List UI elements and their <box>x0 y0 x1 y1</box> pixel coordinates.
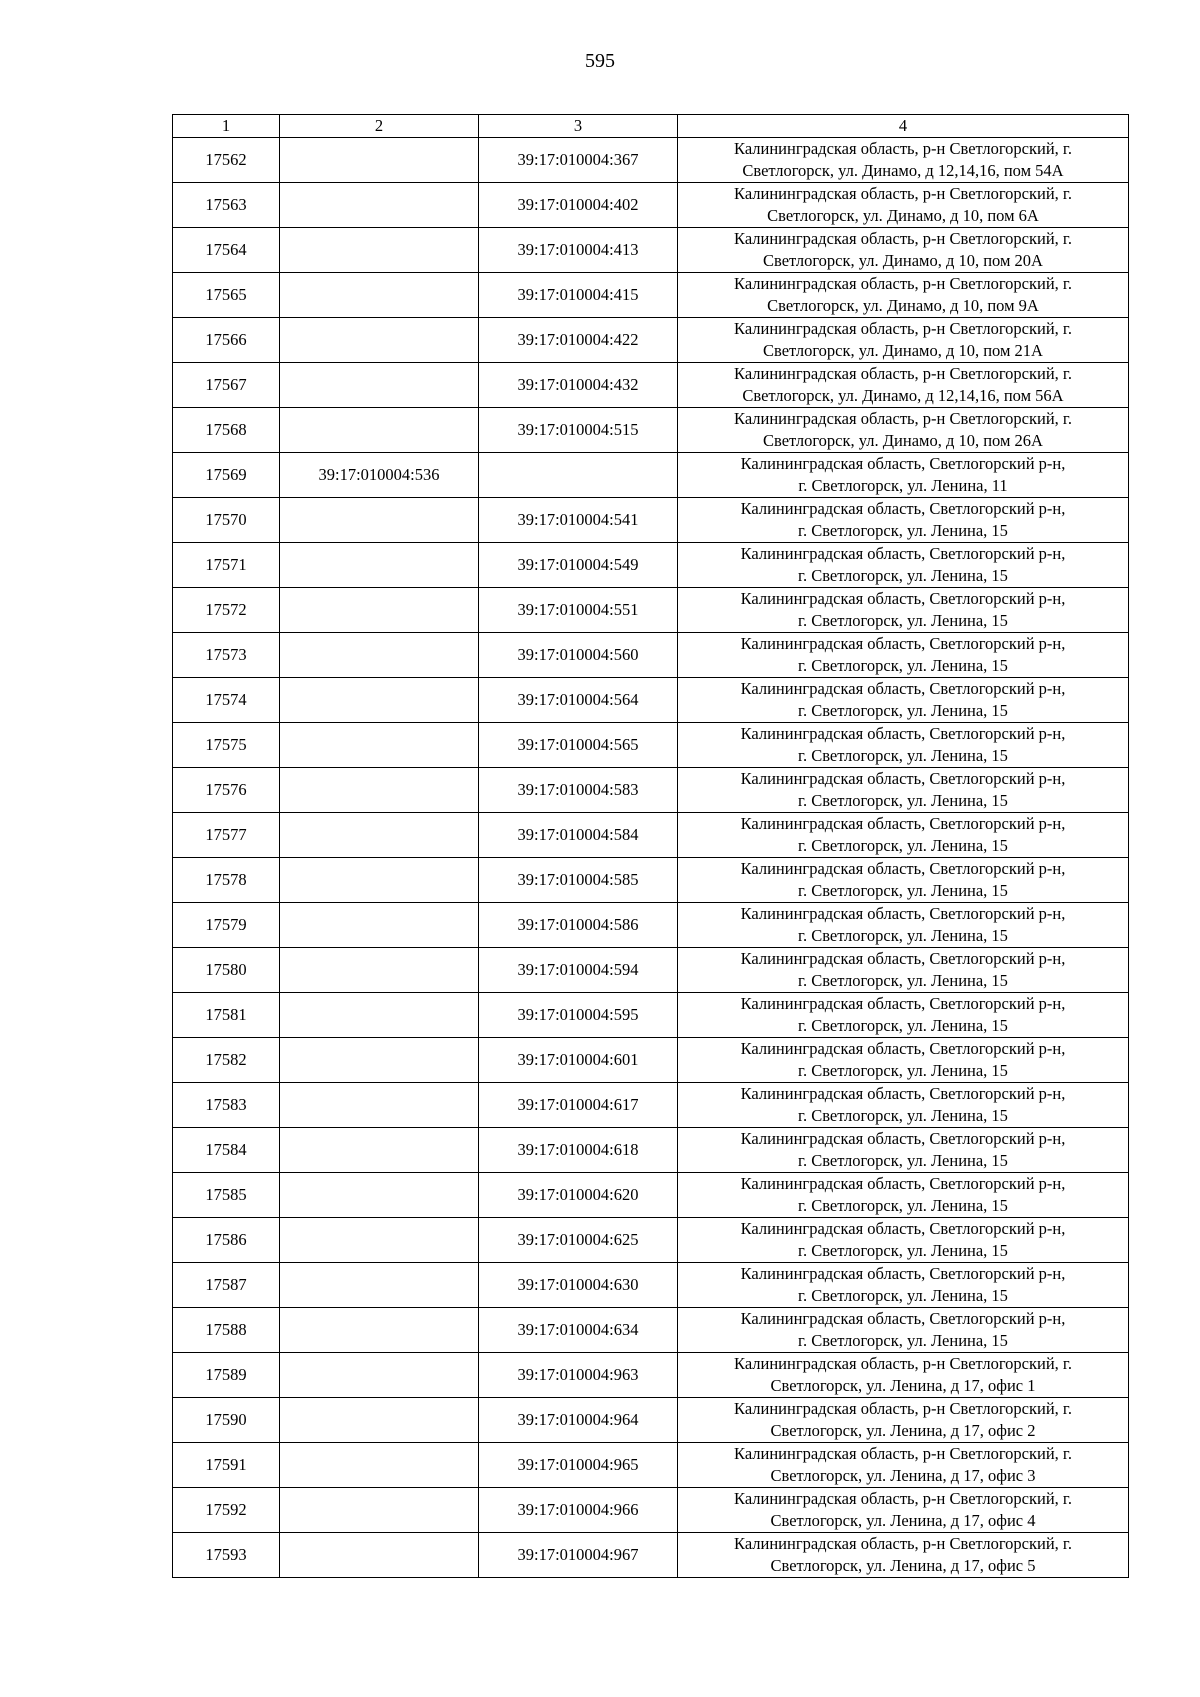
table-row <box>173 1398 1129 1443</box>
header-col-3: 3 <box>479 115 678 138</box>
address-line: Калининградская область, Светлогорский р-н, <box>740 499 1066 518</box>
address-cell <box>678 183 1129 228</box>
column-2-cell <box>280 1353 479 1398</box>
column-2-cell <box>280 1488 479 1533</box>
column-2-cell <box>280 1263 479 1308</box>
table-row <box>173 318 1129 363</box>
column-2-cell <box>280 588 479 633</box>
table-row <box>173 678 1129 723</box>
row-number-cell: 17569 <box>173 453 280 498</box>
address-cell <box>678 633 1129 678</box>
address-line: Калининградская область, Светлогорский р-н, <box>740 904 1066 923</box>
table-row <box>173 453 1129 498</box>
address-line: Светлогорск, ул. Динамо, д 10, пом 6А <box>767 206 1039 225</box>
row-number-cell: 17589 <box>173 1353 280 1398</box>
column-2-cell <box>280 1308 479 1353</box>
table-row <box>173 1038 1129 1083</box>
address-line: Калининградская область, Светлогорский р-н, <box>740 1084 1066 1103</box>
address-cell <box>678 273 1129 318</box>
table-row <box>173 363 1129 408</box>
column-2-cell <box>280 633 479 678</box>
table-row <box>173 1218 1129 1263</box>
table-row <box>173 723 1129 768</box>
table-row <box>173 1488 1129 1533</box>
address-line: г. Светлогорск, ул. Ленина, 15 <box>798 971 1008 990</box>
header-col-4: 4 <box>678 115 1129 138</box>
cadastral-number-cell: 39:17:010004:541 <box>479 498 678 543</box>
address-line: Калининградская область, Светлогорский р-н, <box>740 679 1066 698</box>
table-row <box>173 1083 1129 1128</box>
column-2-cell <box>280 948 479 993</box>
table-header-row <box>173 115 1129 138</box>
address-cell <box>678 588 1129 633</box>
address-cell <box>678 138 1129 183</box>
table-row <box>173 768 1129 813</box>
cadastral-number-cell: 39:17:010004:617 <box>479 1083 678 1128</box>
row-number-cell: 17565 <box>173 273 280 318</box>
address-line: г. Светлогорск, ул. Ленина, 15 <box>798 881 1008 900</box>
address-line: Светлогорск, ул. Ленина, д 17, офис 2 <box>770 1421 1036 1440</box>
address-line: Светлогорск, ул. Ленина, д 17, офис 1 <box>770 1376 1036 1395</box>
column-2-cell <box>280 1443 479 1488</box>
row-number-cell: 17568 <box>173 408 280 453</box>
column-2-cell <box>280 1173 479 1218</box>
address-line: Калининградская область, р-н Светлогорский, г. <box>734 1534 1072 1553</box>
row-number-cell: 17591 <box>173 1443 280 1488</box>
cadastral-number-cell: 39:17:010004:402 <box>479 183 678 228</box>
cadastral-number-cell: 39:17:010004:630 <box>479 1263 678 1308</box>
table-row <box>173 1353 1129 1398</box>
row-number-cell: 17563 <box>173 183 280 228</box>
address-cell <box>678 1128 1129 1173</box>
row-number-cell: 17587 <box>173 1263 280 1308</box>
address-cell <box>678 1533 1129 1578</box>
column-2-cell <box>280 273 479 318</box>
address-line: Калининградская область, Светлогорский р-н, <box>740 859 1066 878</box>
address-cell <box>678 408 1129 453</box>
table-row <box>173 813 1129 858</box>
row-number-cell: 17579 <box>173 903 280 948</box>
table-row <box>173 498 1129 543</box>
address-line: Калининградская область, р-н Светлогорский, г. <box>734 229 1072 248</box>
row-number-cell: 17578 <box>173 858 280 903</box>
address-line: Светлогорск, ул. Динамо, д 12,14,16, пом 56А <box>742 386 1064 405</box>
column-2-cell <box>280 813 479 858</box>
row-number-cell: 17581 <box>173 993 280 1038</box>
address-line: Калининградская область, Светлогорский р-н, <box>740 1309 1066 1328</box>
address-line: г. Светлогорск, ул. Ленина, 15 <box>798 566 1008 585</box>
table-row <box>173 1173 1129 1218</box>
address-line: Калининградская область, р-н Светлогорский, г. <box>734 319 1072 338</box>
column-2-cell <box>280 228 479 273</box>
address-line: г. Светлогорск, ул. Ленина, 15 <box>798 1286 1008 1305</box>
address-line: г. Светлогорск, ул. Ленина, 15 <box>798 611 1008 630</box>
cadastral-number-cell: 39:17:010004:967 <box>479 1533 678 1578</box>
cadastral-number-cell: 39:17:010004:367 <box>479 138 678 183</box>
row-number-cell: 17585 <box>173 1173 280 1218</box>
column-2-cell <box>280 1218 479 1263</box>
address-cell <box>678 1353 1129 1398</box>
row-number-cell: 17573 <box>173 633 280 678</box>
row-number-cell: 17571 <box>173 543 280 588</box>
row-number-cell: 17580 <box>173 948 280 993</box>
address-line: Калининградская область, Светлогорский р-н, <box>740 1264 1066 1283</box>
cadastral-number-cell: 39:17:010004:964 <box>479 1398 678 1443</box>
table-row <box>173 1128 1129 1173</box>
table-row <box>173 993 1129 1038</box>
table-row <box>173 273 1129 318</box>
cadastral-number-cell: 39:17:010004:966 <box>479 1488 678 1533</box>
address-line: г. Светлогорск, ул. Ленина, 15 <box>798 1196 1008 1215</box>
row-number-cell: 17566 <box>173 318 280 363</box>
row-number-cell: 17588 <box>173 1308 280 1353</box>
cadastral-number-cell: 39:17:010004:583 <box>479 768 678 813</box>
address-line: Калининградская область, Светлогорский р-н, <box>740 949 1066 968</box>
table-row <box>173 1263 1129 1308</box>
address-line: Калининградская область, р-н Светлогорский, г. <box>734 139 1072 158</box>
column-2-cell <box>280 1128 479 1173</box>
address-line: Калининградская область, р-н Светлогорский, г. <box>734 1444 1072 1463</box>
address-line: Калининградская область, Светлогорский р-н, <box>740 634 1066 653</box>
table-row <box>173 588 1129 633</box>
row-number-cell: 17593 <box>173 1533 280 1578</box>
address-cell <box>678 813 1129 858</box>
row-number-cell: 17567 <box>173 363 280 408</box>
address-line: г. Светлогорск, ул. Ленина, 15 <box>798 701 1008 720</box>
row-number-cell: 17570 <box>173 498 280 543</box>
address-cell <box>678 993 1129 1038</box>
column-2-cell <box>280 318 479 363</box>
table-row <box>173 543 1129 588</box>
address-line: Светлогорск, ул. Динамо, д 10, пом 9А <box>767 296 1039 315</box>
header-col-1: 1 <box>173 115 280 138</box>
address-line: Калининградская область, р-н Светлогорский, г. <box>734 1489 1072 1508</box>
table-row <box>173 228 1129 273</box>
address-cell <box>678 498 1129 543</box>
address-line: г. Светлогорск, ул. Ленина, 15 <box>798 926 1008 945</box>
header-col-2: 2 <box>280 115 479 138</box>
column-2-cell <box>280 1083 479 1128</box>
column-2-cell <box>280 363 479 408</box>
cadastral-number-cell: 39:17:010004:549 <box>479 543 678 588</box>
table-row <box>173 903 1129 948</box>
address-cell <box>678 543 1129 588</box>
column-2-cell: 39:17:010004:536 <box>280 453 479 498</box>
row-number-cell: 17592 <box>173 1488 280 1533</box>
row-number-cell: 17583 <box>173 1083 280 1128</box>
address-line: Светлогорск, ул. Динамо, д 10, пом 20А <box>763 251 1043 270</box>
address-line: Светлогорск, ул. Динамо, д 10, пом 26А <box>763 431 1043 450</box>
cadastral-number-cell: 39:17:010004:422 <box>479 318 678 363</box>
cadastral-number-cell: 39:17:010004:620 <box>479 1173 678 1218</box>
address-line: Калининградская область, Светлогорский р-н, <box>740 814 1066 833</box>
address-cell <box>678 318 1129 363</box>
table-body <box>173 138 1129 1578</box>
cadastral-number-cell: 39:17:010004:601 <box>479 1038 678 1083</box>
table-row <box>173 858 1129 903</box>
address-line: г. Светлогорск, ул. Ленина, 15 <box>798 836 1008 855</box>
row-number-cell: 17564 <box>173 228 280 273</box>
address-cell <box>678 453 1129 498</box>
cadastral-number-cell: 39:17:010004:515 <box>479 408 678 453</box>
address-line: Калининградская область, Светлогорский р-н, <box>740 724 1066 743</box>
address-line: г. Светлогорск, ул. Ленина, 15 <box>798 1241 1008 1260</box>
table-row <box>173 633 1129 678</box>
column-2-cell <box>280 498 479 543</box>
column-2-cell <box>280 1038 479 1083</box>
cadastral-number-cell: 39:17:010004:594 <box>479 948 678 993</box>
cadastral-number-cell: 39:17:010004:564 <box>479 678 678 723</box>
address-line: г. Светлогорск, ул. Ленина, 15 <box>798 1331 1008 1350</box>
cadastral-number-cell: 39:17:010004:584 <box>479 813 678 858</box>
address-line: Калининградская область, Светлогорский р-н, <box>740 1039 1066 1058</box>
address-cell <box>678 1083 1129 1128</box>
address-line: г. Светлогорск, ул. Ленина, 15 <box>798 656 1008 675</box>
address-cell <box>678 858 1129 903</box>
row-number-cell: 17590 <box>173 1398 280 1443</box>
address-cell <box>678 1173 1129 1218</box>
address-line: г. Светлогорск, ул. Ленина, 15 <box>798 746 1008 765</box>
cadastral-number-cell: 39:17:010004:565 <box>479 723 678 768</box>
column-2-cell <box>280 408 479 453</box>
address-cell <box>678 903 1129 948</box>
column-2-cell <box>280 138 479 183</box>
row-number-cell: 17562 <box>173 138 280 183</box>
address-line: Светлогорск, ул. Ленина, д 17, офис 3 <box>770 1466 1036 1485</box>
row-number-cell: 17575 <box>173 723 280 768</box>
address-line: г. Светлогорск, ул. Ленина, 15 <box>798 1106 1008 1125</box>
address-line: Калининградская область, Светлогорский р-н, <box>740 1129 1066 1148</box>
table-row <box>173 1443 1129 1488</box>
table-row <box>173 1308 1129 1353</box>
address-line: Светлогорск, ул. Динамо, д 10, пом 21А <box>763 341 1043 360</box>
address-line: Калининградская область, Светлогорский р-н, <box>740 994 1066 1013</box>
column-2-cell <box>280 768 479 813</box>
address-line: Калининградская область, р-н Светлогорский, г. <box>734 1399 1072 1418</box>
column-2-cell <box>280 993 479 1038</box>
address-line: Калининградская область, р-н Светлогорский, г. <box>734 274 1072 293</box>
address-cell <box>678 228 1129 273</box>
cadastral-number-cell: 39:17:010004:432 <box>479 363 678 408</box>
cadastral-number-cell: 39:17:010004:560 <box>479 633 678 678</box>
column-2-cell <box>280 678 479 723</box>
address-cell <box>678 1398 1129 1443</box>
table-row <box>173 948 1129 993</box>
column-2-cell <box>280 183 479 228</box>
address-line: Калининградская область, Светлогорский р-н, <box>740 454 1066 473</box>
address-line: Калининградская область, Светлогорский р-н, <box>740 769 1066 788</box>
column-2-cell <box>280 1533 479 1578</box>
address-line: Калининградская область, р-н Светлогорский, г. <box>734 409 1072 428</box>
cadastral-number-cell: 39:17:010004:415 <box>479 273 678 318</box>
address-cell <box>678 723 1129 768</box>
address-line: г. Светлогорск, ул. Ленина, 15 <box>798 1151 1008 1170</box>
row-number-cell: 17574 <box>173 678 280 723</box>
cadastral-number-cell: 39:17:010004:585 <box>479 858 678 903</box>
row-number-cell: 17584 <box>173 1128 280 1173</box>
register-table <box>172 114 1129 1578</box>
cadastral-number-cell: 39:17:010004:963 <box>479 1353 678 1398</box>
row-number-cell: 17576 <box>173 768 280 813</box>
cadastral-number-cell: 39:17:010004:618 <box>479 1128 678 1173</box>
row-number-cell: 17586 <box>173 1218 280 1263</box>
address-line: г. Светлогорск, ул. Ленина, 15 <box>798 791 1008 810</box>
address-line: Калининградская область, Светлогорский р-н, <box>740 1174 1066 1193</box>
row-number-cell: 17572 <box>173 588 280 633</box>
address-line: г. Светлогорск, ул. Ленина, 11 <box>798 476 1008 495</box>
table-row <box>173 408 1129 453</box>
address-cell <box>678 1038 1129 1083</box>
address-cell <box>678 1218 1129 1263</box>
row-number-cell: 17577 <box>173 813 280 858</box>
cadastral-number-cell: 39:17:010004:625 <box>479 1218 678 1263</box>
cadastral-number-cell: 39:17:010004:965 <box>479 1443 678 1488</box>
address-cell <box>678 678 1129 723</box>
address-cell <box>678 1308 1129 1353</box>
cadastral-number-cell: 39:17:010004:595 <box>479 993 678 1038</box>
address-line: Калининградская область, Светлогорский р-н, <box>740 544 1066 563</box>
column-2-cell <box>280 543 479 588</box>
address-cell <box>678 768 1129 813</box>
address-line: Калининградская область, р-н Светлогорский, г. <box>734 184 1072 203</box>
cadastral-number-cell: 39:17:010004:586 <box>479 903 678 948</box>
row-number-cell: 17582 <box>173 1038 280 1083</box>
address-line: Калининградская область, р-н Светлогорский, г. <box>734 364 1072 383</box>
address-cell <box>678 948 1129 993</box>
cadastral-number-cell: 39:17:010004:551 <box>479 588 678 633</box>
page-number: 595 <box>585 50 615 72</box>
cadastral-number-cell: 39:17:010004:634 <box>479 1308 678 1353</box>
address-cell <box>678 1488 1129 1533</box>
table-row <box>173 183 1129 228</box>
address-cell <box>678 363 1129 408</box>
column-2-cell <box>280 903 479 948</box>
address-line: г. Светлогорск, ул. Ленина, 15 <box>798 1061 1008 1080</box>
address-line: Светлогорск, ул. Ленина, д 17, офис 4 <box>770 1511 1036 1530</box>
address-cell <box>678 1263 1129 1308</box>
address-line: г. Светлогорск, ул. Ленина, 15 <box>798 521 1008 540</box>
column-2-cell <box>280 723 479 768</box>
address-line: Калининградская область, Светлогорский р-н, <box>740 1219 1066 1238</box>
address-line: г. Светлогорск, ул. Ленина, 15 <box>798 1016 1008 1035</box>
address-cell <box>678 1443 1129 1488</box>
table-row <box>173 1533 1129 1578</box>
address-line: Светлогорск, ул. Динамо, д 12,14,16, пом 54А <box>742 161 1064 180</box>
address-line: Калининградская область, р-н Светлогорский, г. <box>734 1354 1072 1373</box>
cadastral-number-cell <box>479 453 678 498</box>
column-2-cell <box>280 1398 479 1443</box>
cadastral-number-cell: 39:17:010004:413 <box>479 228 678 273</box>
column-2-cell <box>280 858 479 903</box>
table-row <box>173 138 1129 183</box>
address-line: Калининградская область, Светлогорский р-н, <box>740 589 1066 608</box>
address-line: Светлогорск, ул. Ленина, д 17, офис 5 <box>770 1556 1036 1575</box>
